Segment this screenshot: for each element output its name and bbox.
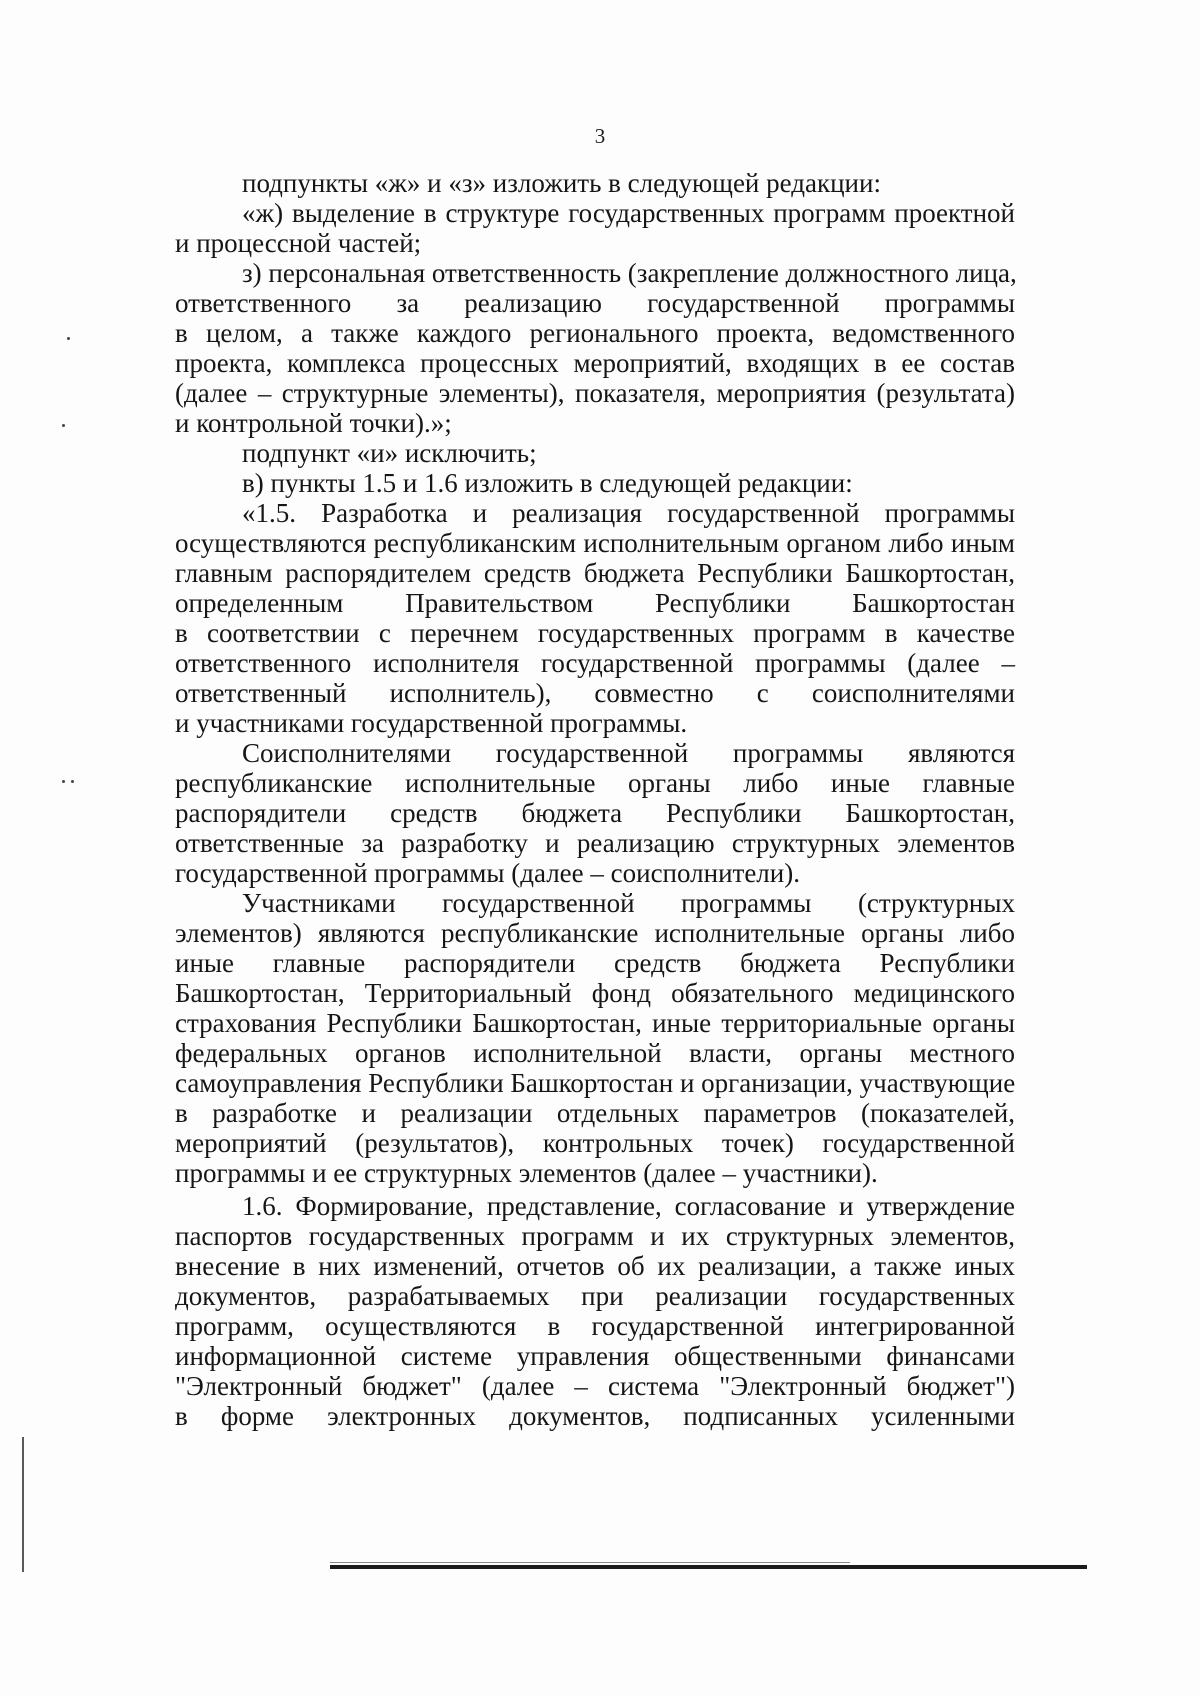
text-line: «ж) выделение в структуре государственных программ проектной [242, 198, 1015, 228]
scan-speck [71, 780, 74, 783]
text-line: самоуправления Республики Башкортостан и организации, участвующие [175, 1068, 1016, 1098]
footer-rule [330, 1565, 1087, 1569]
text-line: определенным Правительством Республики Башкортостан [175, 588, 1015, 618]
binding-edge [22, 1437, 24, 1572]
text-line: документов, разрабатываемых при реализации государственных [175, 1281, 1015, 1311]
text-line: внесение в них изменений, отчетов об их реализации, а также иных [175, 1251, 1015, 1281]
scan-speck [67, 337, 70, 340]
text-line: элементов) являются республиканские исполнительные органы либо [175, 918, 1015, 948]
text-line: подпункты «ж» и «з» изложить в следующей редакции: [242, 168, 881, 198]
text-line: Соисполнителями государственной программы являются [242, 738, 1015, 768]
text-line: Участниками государственной программы (структурных [242, 888, 1015, 918]
text-line: в форме электронных документов, подписанных усиленными [175, 1401, 1015, 1431]
text-line: проекта, комплекса процессных мероприятий, входящих в ее состав [175, 348, 1015, 378]
page-number: 3 [594, 124, 606, 148]
footer-rule-thin [330, 1562, 850, 1563]
text-line: государственной программы (далее – соисполнители). [175, 858, 800, 888]
text-line: программ, осуществляются в государственной интегрированной [175, 1311, 1015, 1341]
text-line: иные главные распорядители средств бюджета Республики [175, 948, 1015, 978]
scan-speck [62, 780, 65, 783]
text-line: подпункт «и» исключить; [242, 438, 537, 468]
document-body [175, 168, 1015, 1431]
text-line: в соответствии с перечнем государственных программ в качестве [175, 618, 1015, 648]
text-line: и участниками государственной программы. [175, 708, 688, 738]
scan-speck [62, 424, 65, 427]
text-line: и контрольной точки).»; [175, 408, 452, 438]
text-line: в разработке и реализации отдельных параметров (показателей, [175, 1098, 1015, 1128]
text-line: паспортов государственных программ и их структурных элементов, [175, 1221, 1015, 1251]
text-line: "Электронный бюджет" (далее – система "Электронный бюджет") [175, 1371, 1015, 1401]
text-line: республиканские исполнительные органы либо иные главные [175, 768, 1015, 798]
text-line: страхования Республики Башкортостан, иные территориальные органы [175, 1008, 1015, 1038]
text-line: мероприятий (результатов), контрольных точек) государственной [175, 1128, 1015, 1158]
text-line: (далее – структурные элементы), показателя, мероприятия (результата) [175, 378, 1015, 408]
text-line: ответственные за разработку и реализацию структурных элементов [175, 828, 1015, 858]
text-line: в) пункты 1.5 и 1.6 изложить в следующей редакции: [242, 468, 853, 498]
text-line: в целом, а также каждого регионального проекта, ведомственного [175, 318, 1015, 348]
text-line: федеральных органов исполнительной власти, органы местного [175, 1038, 1015, 1068]
text-line: распорядители средств бюджета Республики Башкортостан, [175, 798, 1015, 828]
text-line: 1.6. Формирование, представление, согласование и утверждение [242, 1191, 1015, 1221]
text-line: ответственного исполнителя государственной программы (далее – [175, 648, 1015, 678]
text-line: и процессной частей; [175, 228, 422, 258]
text-line: осуществляются республиканским исполнительным органом либо иным [175, 528, 1015, 558]
text-line: з) персональная ответственность (закрепление должностного лица, [242, 258, 1017, 288]
text-line: ответственный исполнитель), совместно с соисполнителями [175, 678, 1015, 708]
text-line: «1.5. Разработка и реализация государственной программы [242, 498, 1015, 528]
text-line: главным распорядителем средств бюджета Республики Башкортостан, [175, 558, 1015, 588]
text-line: Башкортостан, Территориальный фонд обязательного медицинского [175, 978, 1015, 1008]
text-line: программы и ее структурных элементов (далее – участники). [175, 1158, 878, 1188]
text-line: информационной системе управления общественными финансами [175, 1341, 1015, 1371]
text-line: ответственного за реализацию государственной программы [175, 288, 1015, 318]
